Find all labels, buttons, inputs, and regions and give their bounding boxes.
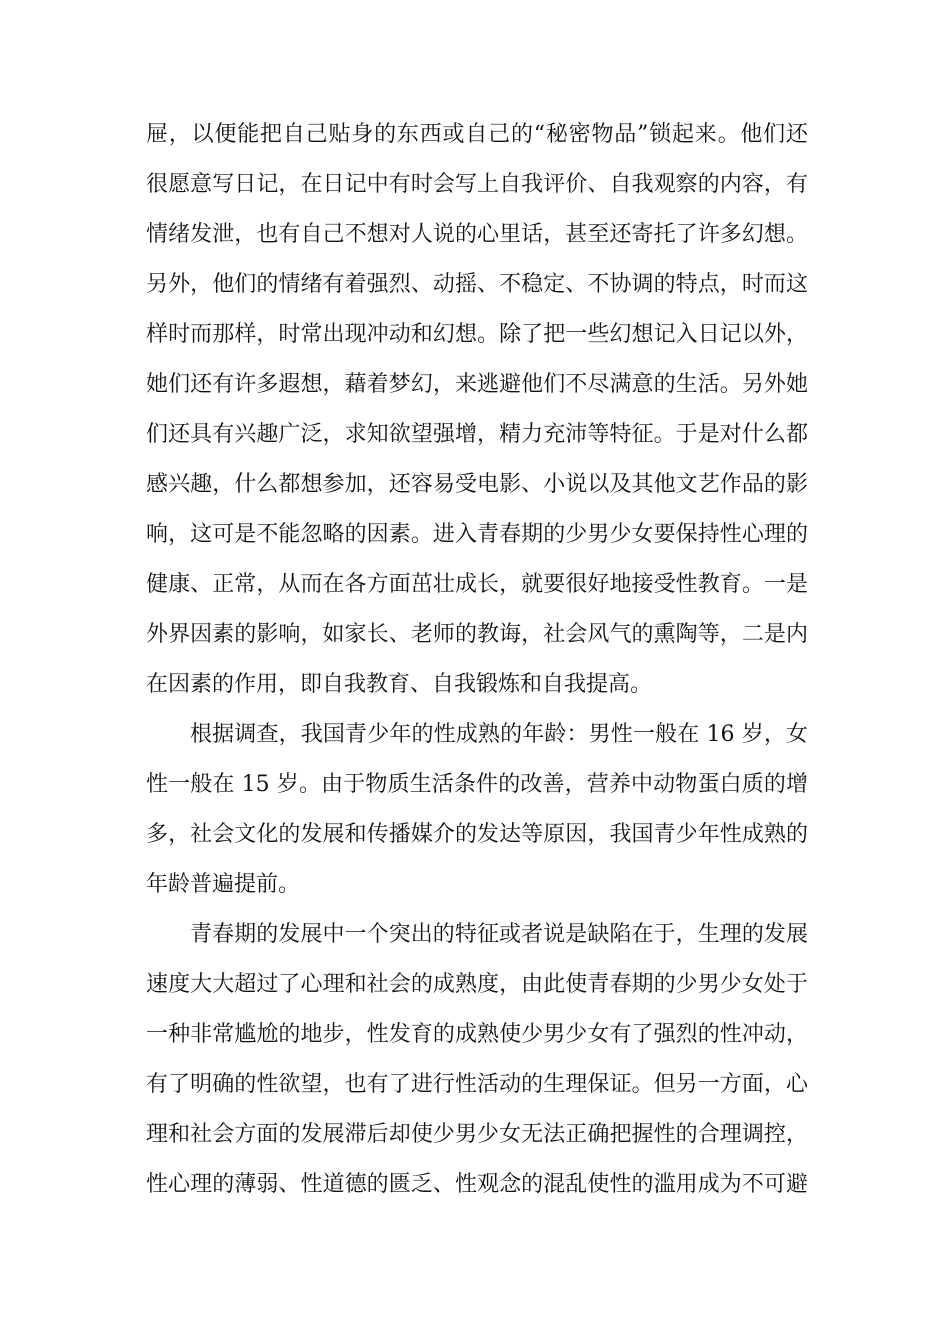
paragraph-2 [146,710,808,910]
body-text [146,110,808,1210]
text-line: 她们还有许多遐想，藉着梦幻，来逃避他们不尽满意的生活。另外她 [146,372,808,397]
text-line: 根据调查，我国青少年的性成熟的年龄：男性一般在 16 岁，女 [190,722,808,747]
text-line: 另外，他们的情绪有着强烈、动摇、不稳定、不协调的特点，时而这 [146,272,808,297]
text-line: 情绪发泄，也有自己不想对人说的心里话，甚至还寄托了许多幻想。 [146,222,808,247]
text-line: 在因素的作用，即自我教育、自我锻炼和自我提高。 [146,672,653,697]
text-line: 样时而那样，时常出现冲动和幻想。除了把一些幻想记入日记以外， [146,322,808,347]
text-line: 性心理的薄弱、性道德的匮乏、性观念的混乱使性的滥用成为不可避 [146,1172,808,1197]
text-line: 健康、正常，从而在各方面茁壮成长，就要很好地接受性教育。一是 [146,572,808,597]
paragraph-1 [146,110,808,710]
text-line: 们还具有兴趣广泛，求知欲望强增，精力充沛等特征。于是对什么都 [146,422,808,447]
text-line: 速度大大超过了心理和社会的成熟度，由此使青春期的少男少女处于 [146,972,808,997]
text-line: 屉，以便能把自己贴身的东西或自己的“秘密物品”锁起来。他们还 [146,122,808,147]
text-line: 多，社会文化的发展和传播媒介的发达等原因，我国青少年性成熟的 [146,822,808,847]
text-line: 性一般在 15 岁。由于物质生活条件的改善，营养中动物蛋白质的增 [146,772,808,797]
text-line: 有了明确的性欲望，也有了进行性活动的生理保证。但另一方面，心 [146,1072,808,1097]
text-line: 感兴趣，什么都想参加，还容易受电影、小说以及其他文艺作品的影 [146,472,808,497]
text-line: 外界因素的影响，如家长、老师的教诲，社会风气的熏陶等，二是内 [146,622,808,647]
paragraph-3 [146,910,808,1210]
text-line: 一种非常尴尬的地步，性发育的成熟使少男少女有了强烈的性冲动， [146,1022,808,1047]
text-line: 很愿意写日记，在日记中有时会写上自我评价、自我观察的内容，有 [146,172,808,197]
text-line: 理和社会方面的发展滞后却使少男少女无法正确把握性的合理调控， [146,1122,808,1147]
text-line: 年龄普遍提前。 [146,872,301,897]
text-line: 响，这可是不能忽略的因素。进入青春期的少男少女要保持性心理的 [146,522,808,547]
text-line: 青春期的发展中一个突出的特征或者说是缺陷在于，生理的发展 [190,922,808,947]
